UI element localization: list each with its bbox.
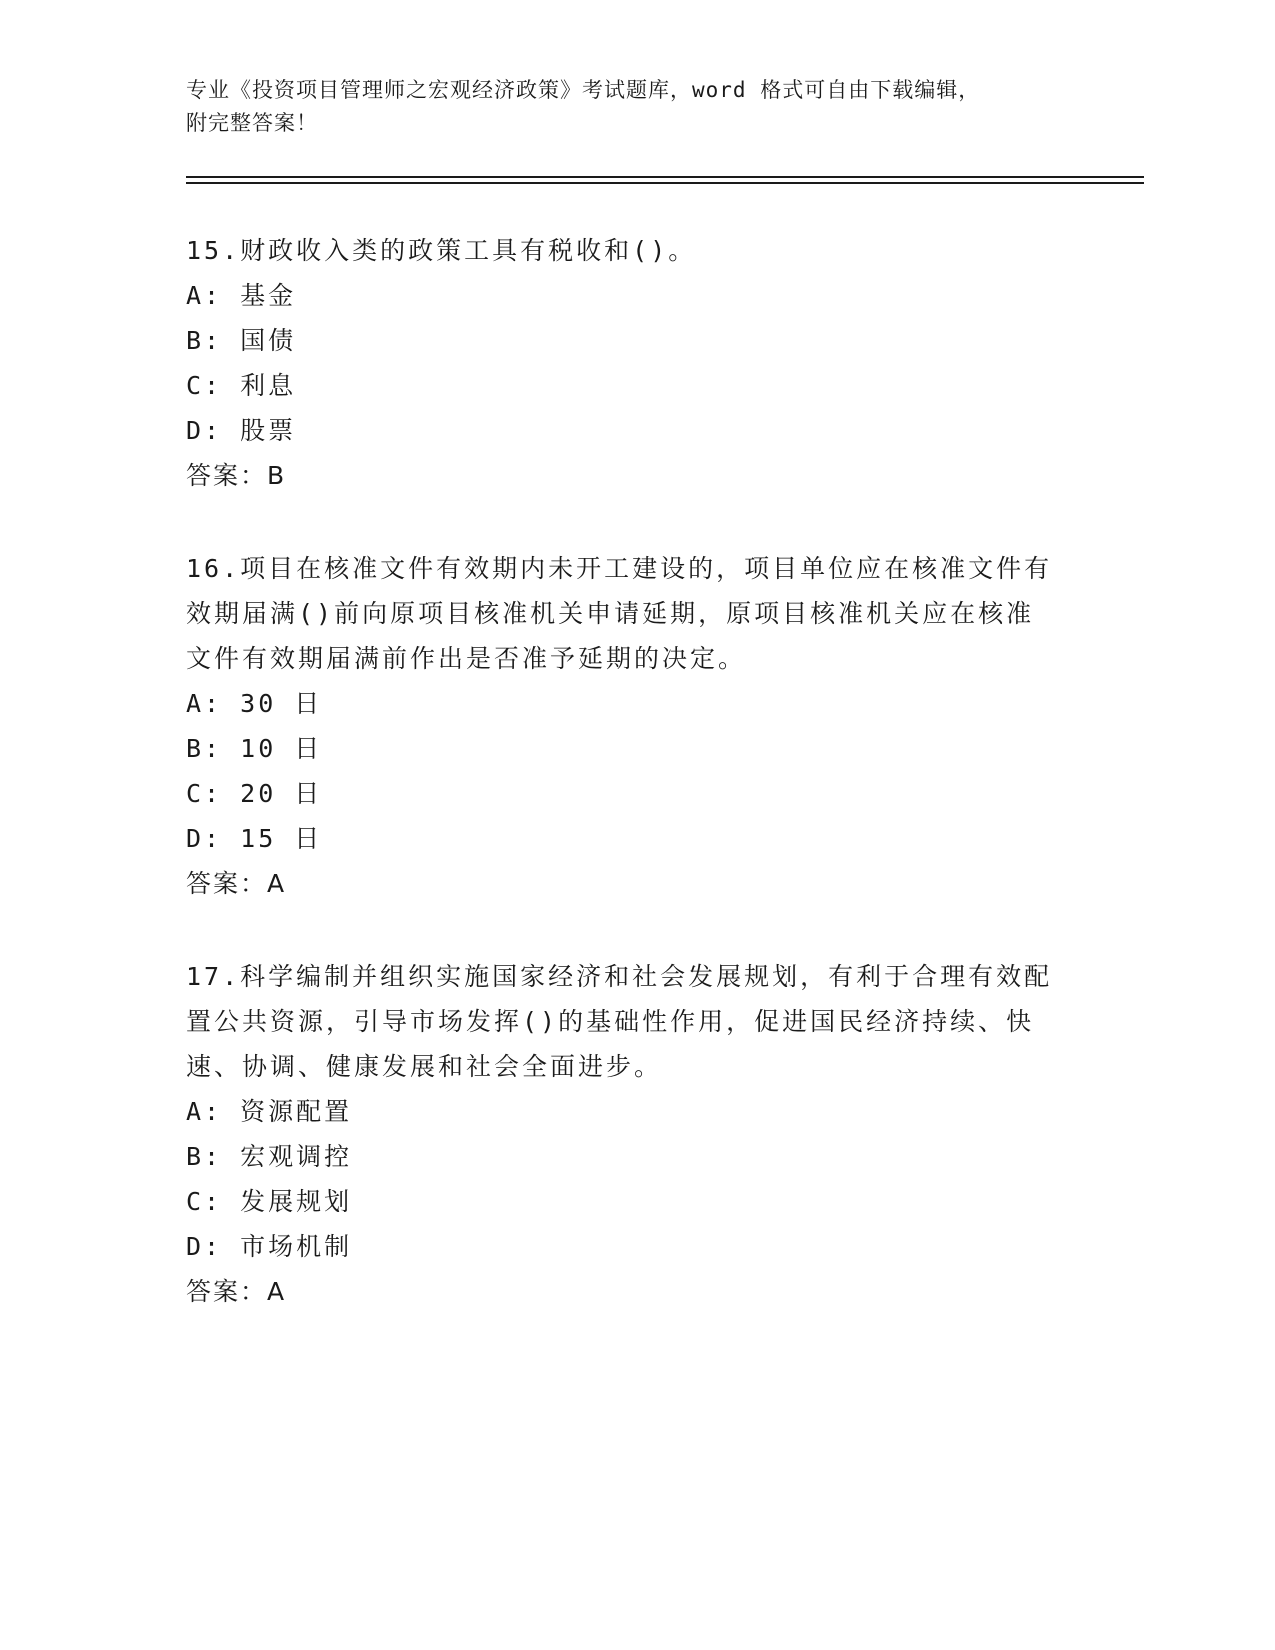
question-17 [186, 954, 1066, 1314]
question-text-line-2: 效期届满()前向原项目核准机关申请延期，原项目核准机关应在核准 [186, 599, 1035, 628]
option-b: B: 国债 [186, 326, 297, 355]
answer: 答案：A [186, 1277, 287, 1306]
answer: 答案：B [186, 461, 287, 490]
option-d: D: 15 日 [186, 824, 323, 853]
question-text-line-3: 速、协调、健康发展和社会全面进步。 [186, 1052, 663, 1081]
header-divider-bottom [186, 182, 1144, 184]
option-b: B: 10 日 [186, 734, 323, 763]
option-a: A: 资源配置 [186, 1097, 353, 1126]
option-b: B: 宏观调控 [186, 1142, 353, 1171]
header-divider-top [186, 176, 1144, 178]
question-16 [186, 546, 1066, 906]
option-c: C: 利息 [186, 371, 297, 400]
option-c: C: 20 日 [186, 779, 323, 808]
answer: 答案：A [186, 869, 287, 898]
question-15 [186, 228, 1066, 498]
question-list [186, 228, 1066, 1314]
header-line-2: 附完整答案！ [186, 111, 318, 135]
question-text-line-3: 文件有效期届满前作出是否准予延期的决定。 [186, 644, 747, 673]
option-d: D: 股票 [186, 416, 297, 445]
question-text: 15.财政收入类的政策工具有税收和()。 [186, 236, 697, 265]
question-text-line-1: 17.科学编制并组织实施国家经济和社会发展规划，有利于合理有效配 [186, 962, 1053, 991]
option-a: A: 基金 [186, 281, 297, 310]
option-d: D: 市场机制 [186, 1232, 353, 1261]
header-line-1: 专业《投资项目管理师之宏观经济政策》考试题库，word 格式可自由下载编辑， [186, 78, 981, 102]
question-text-line-1: 16.项目在核准文件有效期内未开工建设的，项目单位应在核准文件有 [186, 554, 1053, 583]
document-header [186, 74, 1086, 140]
option-a: A: 30 日 [186, 689, 323, 718]
question-text-line-2: 置公共资源，引导市场发挥()的基础性作用，促进国民经济持续、快 [186, 1007, 1035, 1036]
option-c: C: 发展规划 [186, 1187, 353, 1216]
